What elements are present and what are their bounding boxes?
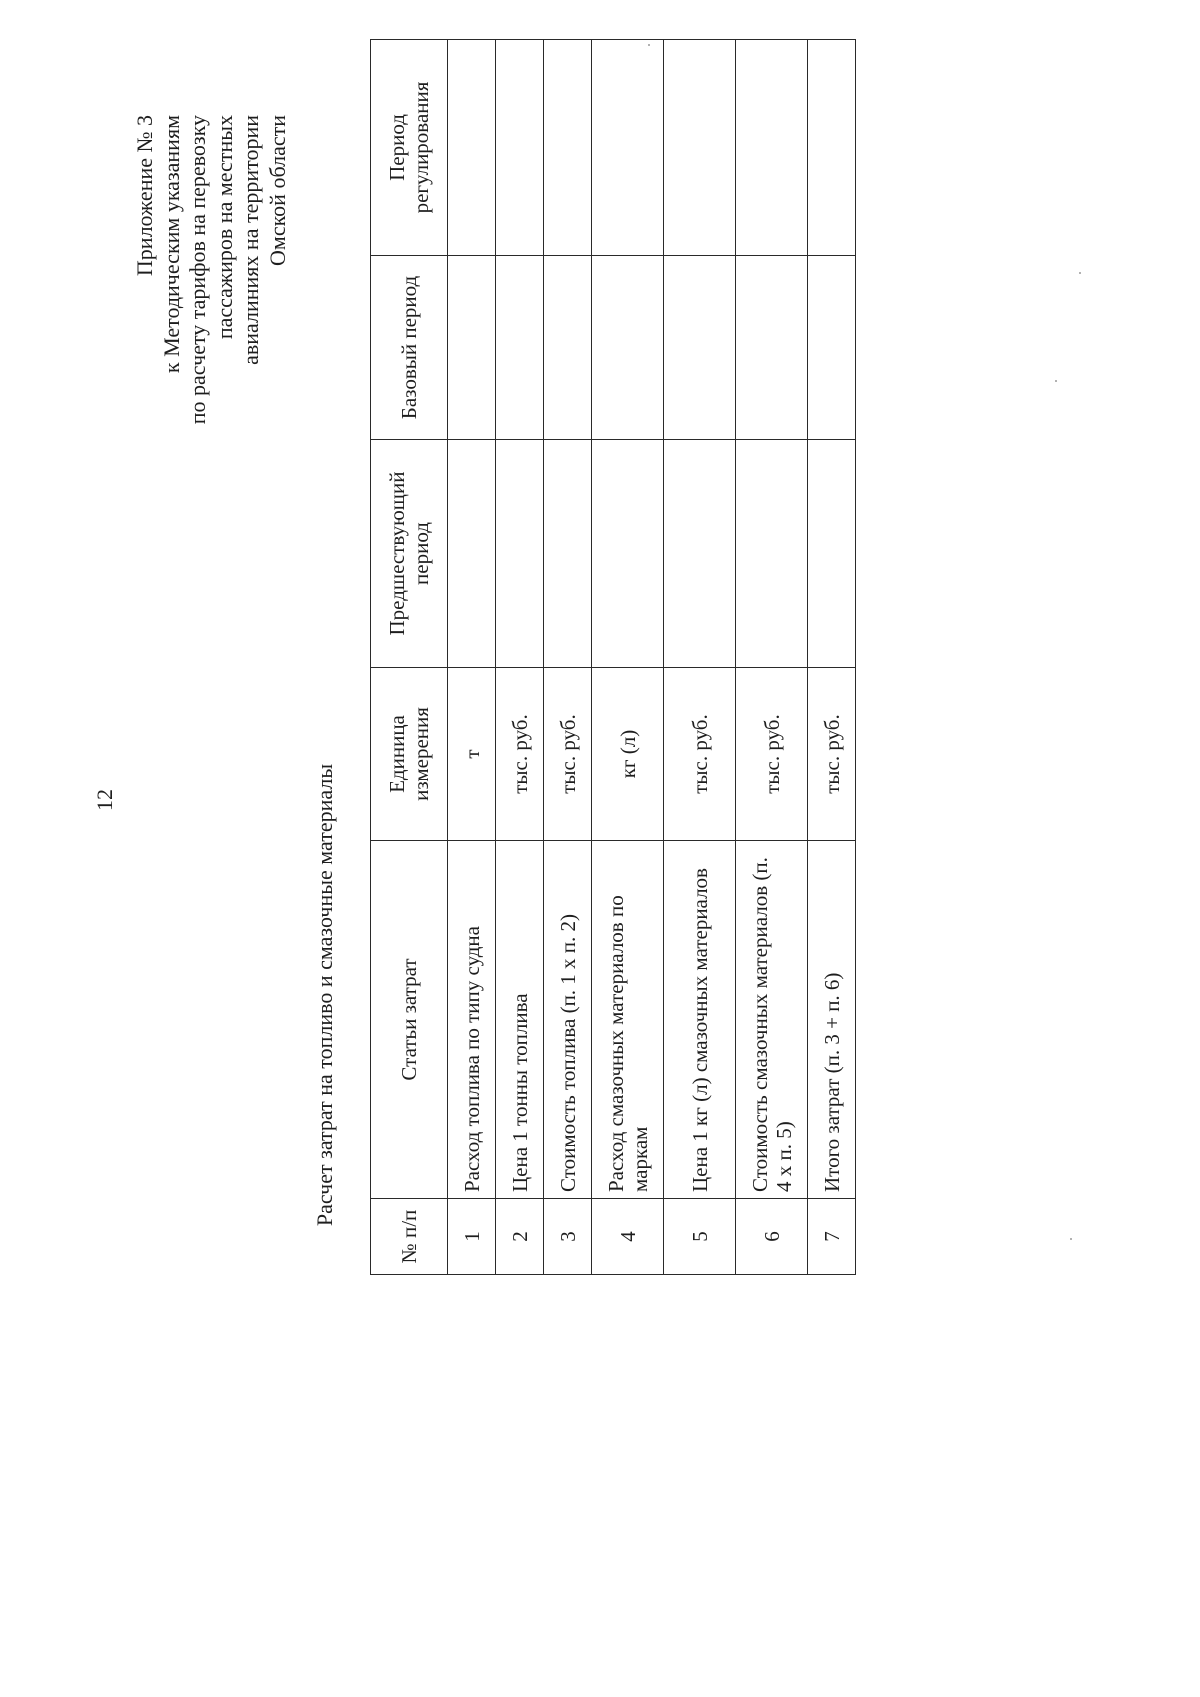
table-row <box>808 40 856 1275</box>
row-previous-period <box>664 440 736 668</box>
rotated-document-sheet <box>92 81 927 1495</box>
row-regulation-period <box>664 40 736 256</box>
row-unit: т <box>448 668 496 841</box>
row-cost-item: Цена 1 тонны топлива <box>496 841 544 1199</box>
row-cost-item: Расход смазочных материалов по маркам <box>592 841 664 1199</box>
row-unit: кг (л) <box>592 668 664 841</box>
row-number: 3 <box>544 1199 592 1275</box>
row-unit: тыс. руб. <box>544 668 592 841</box>
header-base-period: Базовый период <box>371 256 448 440</box>
appendix-note <box>132 115 291 715</box>
row-base-period <box>544 256 592 440</box>
row-unit: тыс. руб. <box>496 668 544 841</box>
row-base-period <box>736 256 808 440</box>
row-cost-item: Итого затрат (п. 3 + п. 6) <box>808 841 856 1199</box>
row-base-period <box>808 256 856 440</box>
row-base-period <box>448 256 496 440</box>
appendix-line: к Методическим указаниям <box>158 115 184 374</box>
table-row <box>664 40 736 1275</box>
appendix-line: Приложение № 3 <box>132 115 157 277</box>
table-row <box>736 40 808 1275</box>
page-number: 12 <box>92 789 117 811</box>
row-cost-item: Цена 1 кг (л) смазочных материалов <box>664 841 736 1199</box>
appendix-line: по расчету тарифов на перевозку <box>185 115 210 425</box>
table-row <box>448 40 496 1275</box>
row-base-period <box>496 256 544 440</box>
row-cost-item: Стоимость смазочных материалов (п. 4 х п. 5) <box>736 841 808 1199</box>
scan-speck <box>1079 272 1081 274</box>
row-number: 5 <box>664 1199 736 1275</box>
table-title: Расчет затрат на топливо и смазочные материалы <box>312 763 337 1227</box>
row-regulation-period <box>808 40 856 256</box>
row-regulation-period <box>496 40 544 256</box>
row-previous-period <box>808 440 856 668</box>
scan-speck <box>1070 1238 1072 1240</box>
row-number: 1 <box>448 1199 496 1275</box>
row-regulation-period <box>736 40 808 256</box>
appendix-line: авиалиниях на территории <box>238 115 263 365</box>
row-cost-item: Стоимость топлива (п. 1 х п. 2) <box>544 841 592 1199</box>
header-unit: Единица измерения <box>371 668 448 841</box>
table-header-row <box>371 40 448 1275</box>
row-number: 2 <box>496 1199 544 1275</box>
table-row <box>544 40 592 1275</box>
header-previous-period: Предшествующий период <box>371 440 448 668</box>
row-unit: тыс. руб. <box>664 668 736 841</box>
row-regulation-period <box>544 40 592 256</box>
row-number: 4 <box>592 1199 664 1275</box>
appendix-line: пассажиров на местных <box>211 115 237 340</box>
header-regulation-period: Период регулирования <box>371 40 448 256</box>
row-number: 7 <box>808 1199 856 1275</box>
row-regulation-period <box>448 40 496 256</box>
table-row <box>496 40 544 1275</box>
row-base-period <box>664 256 736 440</box>
header-number: № п/п <box>371 1199 448 1275</box>
table-row <box>592 40 664 1275</box>
row-cost-item: Расход топлива по типу судна <box>448 841 496 1199</box>
appendix-line: Омской области <box>264 115 290 266</box>
row-previous-period <box>592 440 664 668</box>
row-regulation-period <box>592 40 664 256</box>
header-cost-item: Статьи затрат <box>371 841 448 1199</box>
row-base-period <box>592 256 664 440</box>
scan-speck <box>1055 380 1057 382</box>
row-previous-period <box>496 440 544 668</box>
row-unit: тыс. руб. <box>808 668 856 841</box>
cost-table <box>370 39 856 1275</box>
row-number: 6 <box>736 1199 808 1275</box>
row-previous-period <box>736 440 808 668</box>
row-previous-period <box>544 440 592 668</box>
row-unit: тыс. руб. <box>736 668 808 841</box>
row-previous-period <box>448 440 496 668</box>
